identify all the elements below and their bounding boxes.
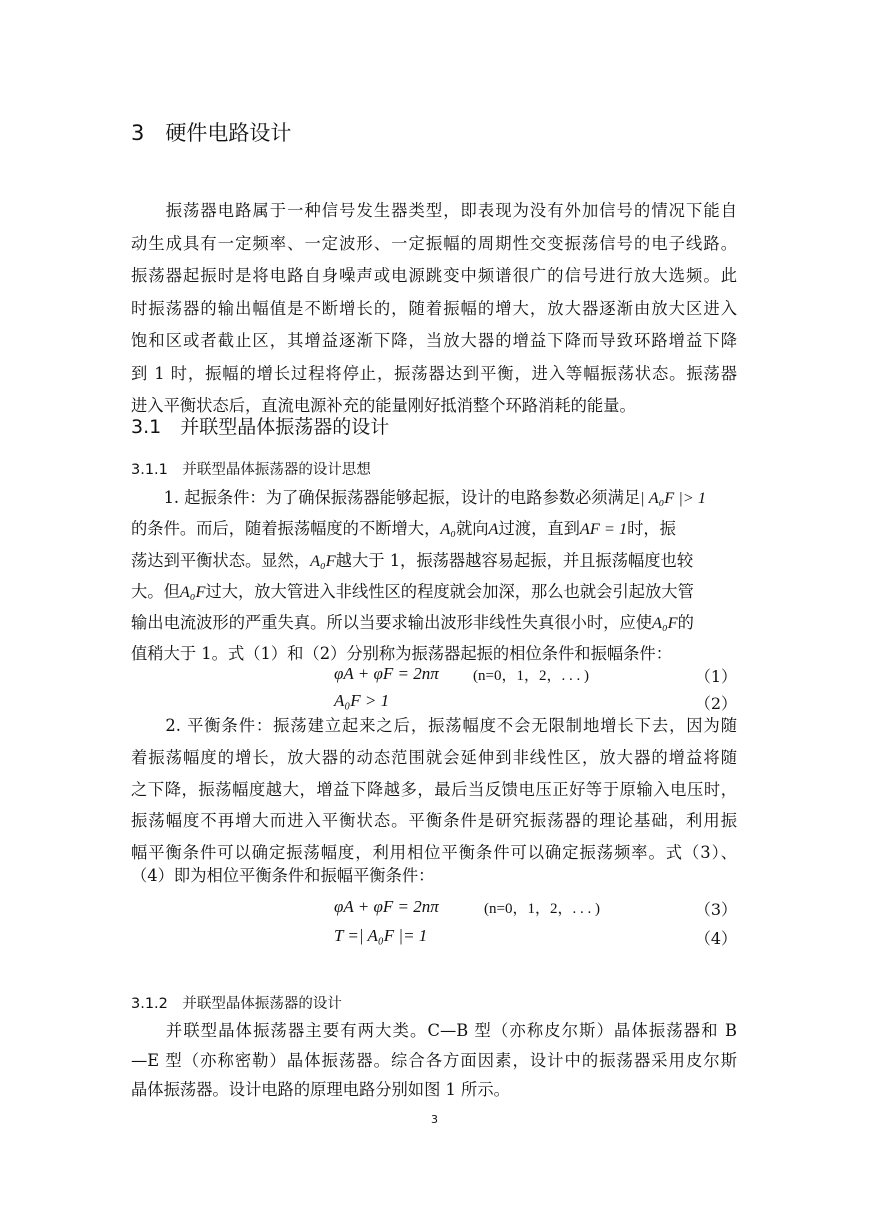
page-number: 3 [431,1113,438,1126]
section-heading-3-1: 3.1 并联型晶体振荡器的设计 [131,416,390,438]
start-line-2: 的条件。而后，随着振荡幅度的不断增大，A₀就向A过渡，直到AF = 1时，振 [131,519,676,538]
intro-line-4: 时振荡器的输出幅值是不断增长的，随着振幅的增大，放大器逐渐由放大区进入 [131,299,737,318]
equation-3-range: (n=0，1，2，. . . ) [484,901,600,917]
subsection-heading-3-1-1: 3.1.1 并联型晶体振荡器的设计思想 [131,462,371,478]
intro-line-1: 振荡器电路属于一种信号发生器类型，即表现为没有外加信号的情况下能自 [131,201,737,220]
equation-2-number: （2） [694,694,737,713]
equation-4: T =| A₀F |= 1 [334,926,428,945]
equation-3-number: （3） [694,900,737,919]
intro-line-3: 振荡器起振时是将电路自身噪声或电源跳变中频谱很广的信号进行放大选频。此 [131,266,737,285]
equation-1-range: (n=0，1，2，. . . ) [473,668,589,684]
start-line-6: 值稍大于 1。式（1）和（2）分别称为振荡器起振的相位条件和振幅条件： [131,644,672,663]
chapter-heading: 3 硬件电路设计 [131,121,292,145]
subsection-heading-3-1-2: 3.1.2 并联型晶体振荡器的设计 [131,996,342,1012]
start-line-1: 1. 起振条件：为了确保振荡器能够起振，设计的电路参数必须满足| A₀F |> 1 [131,488,706,507]
start-line-5: 输出电流波形的严重失真。所以当要求输出波形非线性失真很小时，应使A₀F的 [131,613,694,632]
equation-2: A₀F > 1 [334,691,390,710]
start-line-3: 荡达到平衡状态。显然，A₀F越大于 1，振荡器越容易起振，并且振荡幅度也较 [131,551,694,570]
equation-3: φA + φF = 2nπ [334,897,439,916]
balance-line-4: 振荡幅度不再增大而进入平衡状态。平衡条件是研究振荡器的理论基础，利用振 [131,811,737,830]
design-line-3: 晶体振荡器。设计电路的原理电路分别如图 1 所示。 [131,1080,510,1099]
intro-line-2: 动生成具有一定频率、一定波形、一定振幅的周期性交变振荡信号的电子线路。 [131,234,737,253]
design-line-1: 并联型晶体振荡器主要有两大类。C—B 型（亦称皮尔斯）晶体振荡器和 B [131,1021,737,1040]
intro-line-5: 饱和区或者截止区，其增益逐渐下降，当放大器的增益下降而导致环路增益下降 [131,331,737,350]
intro-line-6: 到 1 时，振幅的增长过程将停止，振荡器达到平衡，进入等幅振荡状态。振荡器 [131,364,737,383]
balance-line-1: 2. 平衡条件：振荡建立起来之后，振荡幅度不会无限制地增长下去，因为随 [131,716,737,735]
start-line-4: 大。但A₀F过大，放大管进入非线性区的程度就会加深，那么也就会引起放大管 [131,582,694,601]
equation-1-number: （1） [694,667,737,686]
balance-line-5: 幅平衡条件可以确定振荡幅度，利用相位平衡条件可以确定振荡频率。式（3）、 [131,843,737,862]
design-line-2: —E 型（亦称密勒）晶体振荡器。综合各方面因素，设计中的振荡器采用皮尔斯 [131,1051,737,1070]
balance-line-2: 着振荡幅度的增长，放大器的动态范围就会延伸到非线性区，放大器的增益将随 [131,748,737,767]
balance-line-3: 之下降，振荡幅度越大，增益下降越多，最后当反馈电压正好等于原输入电压时， [131,780,737,799]
equation-4-number: （4） [694,929,737,948]
intro-line-7: 进入平衡状态后，直流电源补充的能量刚好抵消整个环路消耗的能量。 [131,396,636,415]
equation-1: φA + φF = 2nπ [334,664,439,683]
balance-line-6: （4）即为相位平衡条件和振幅平衡条件： [131,866,435,885]
